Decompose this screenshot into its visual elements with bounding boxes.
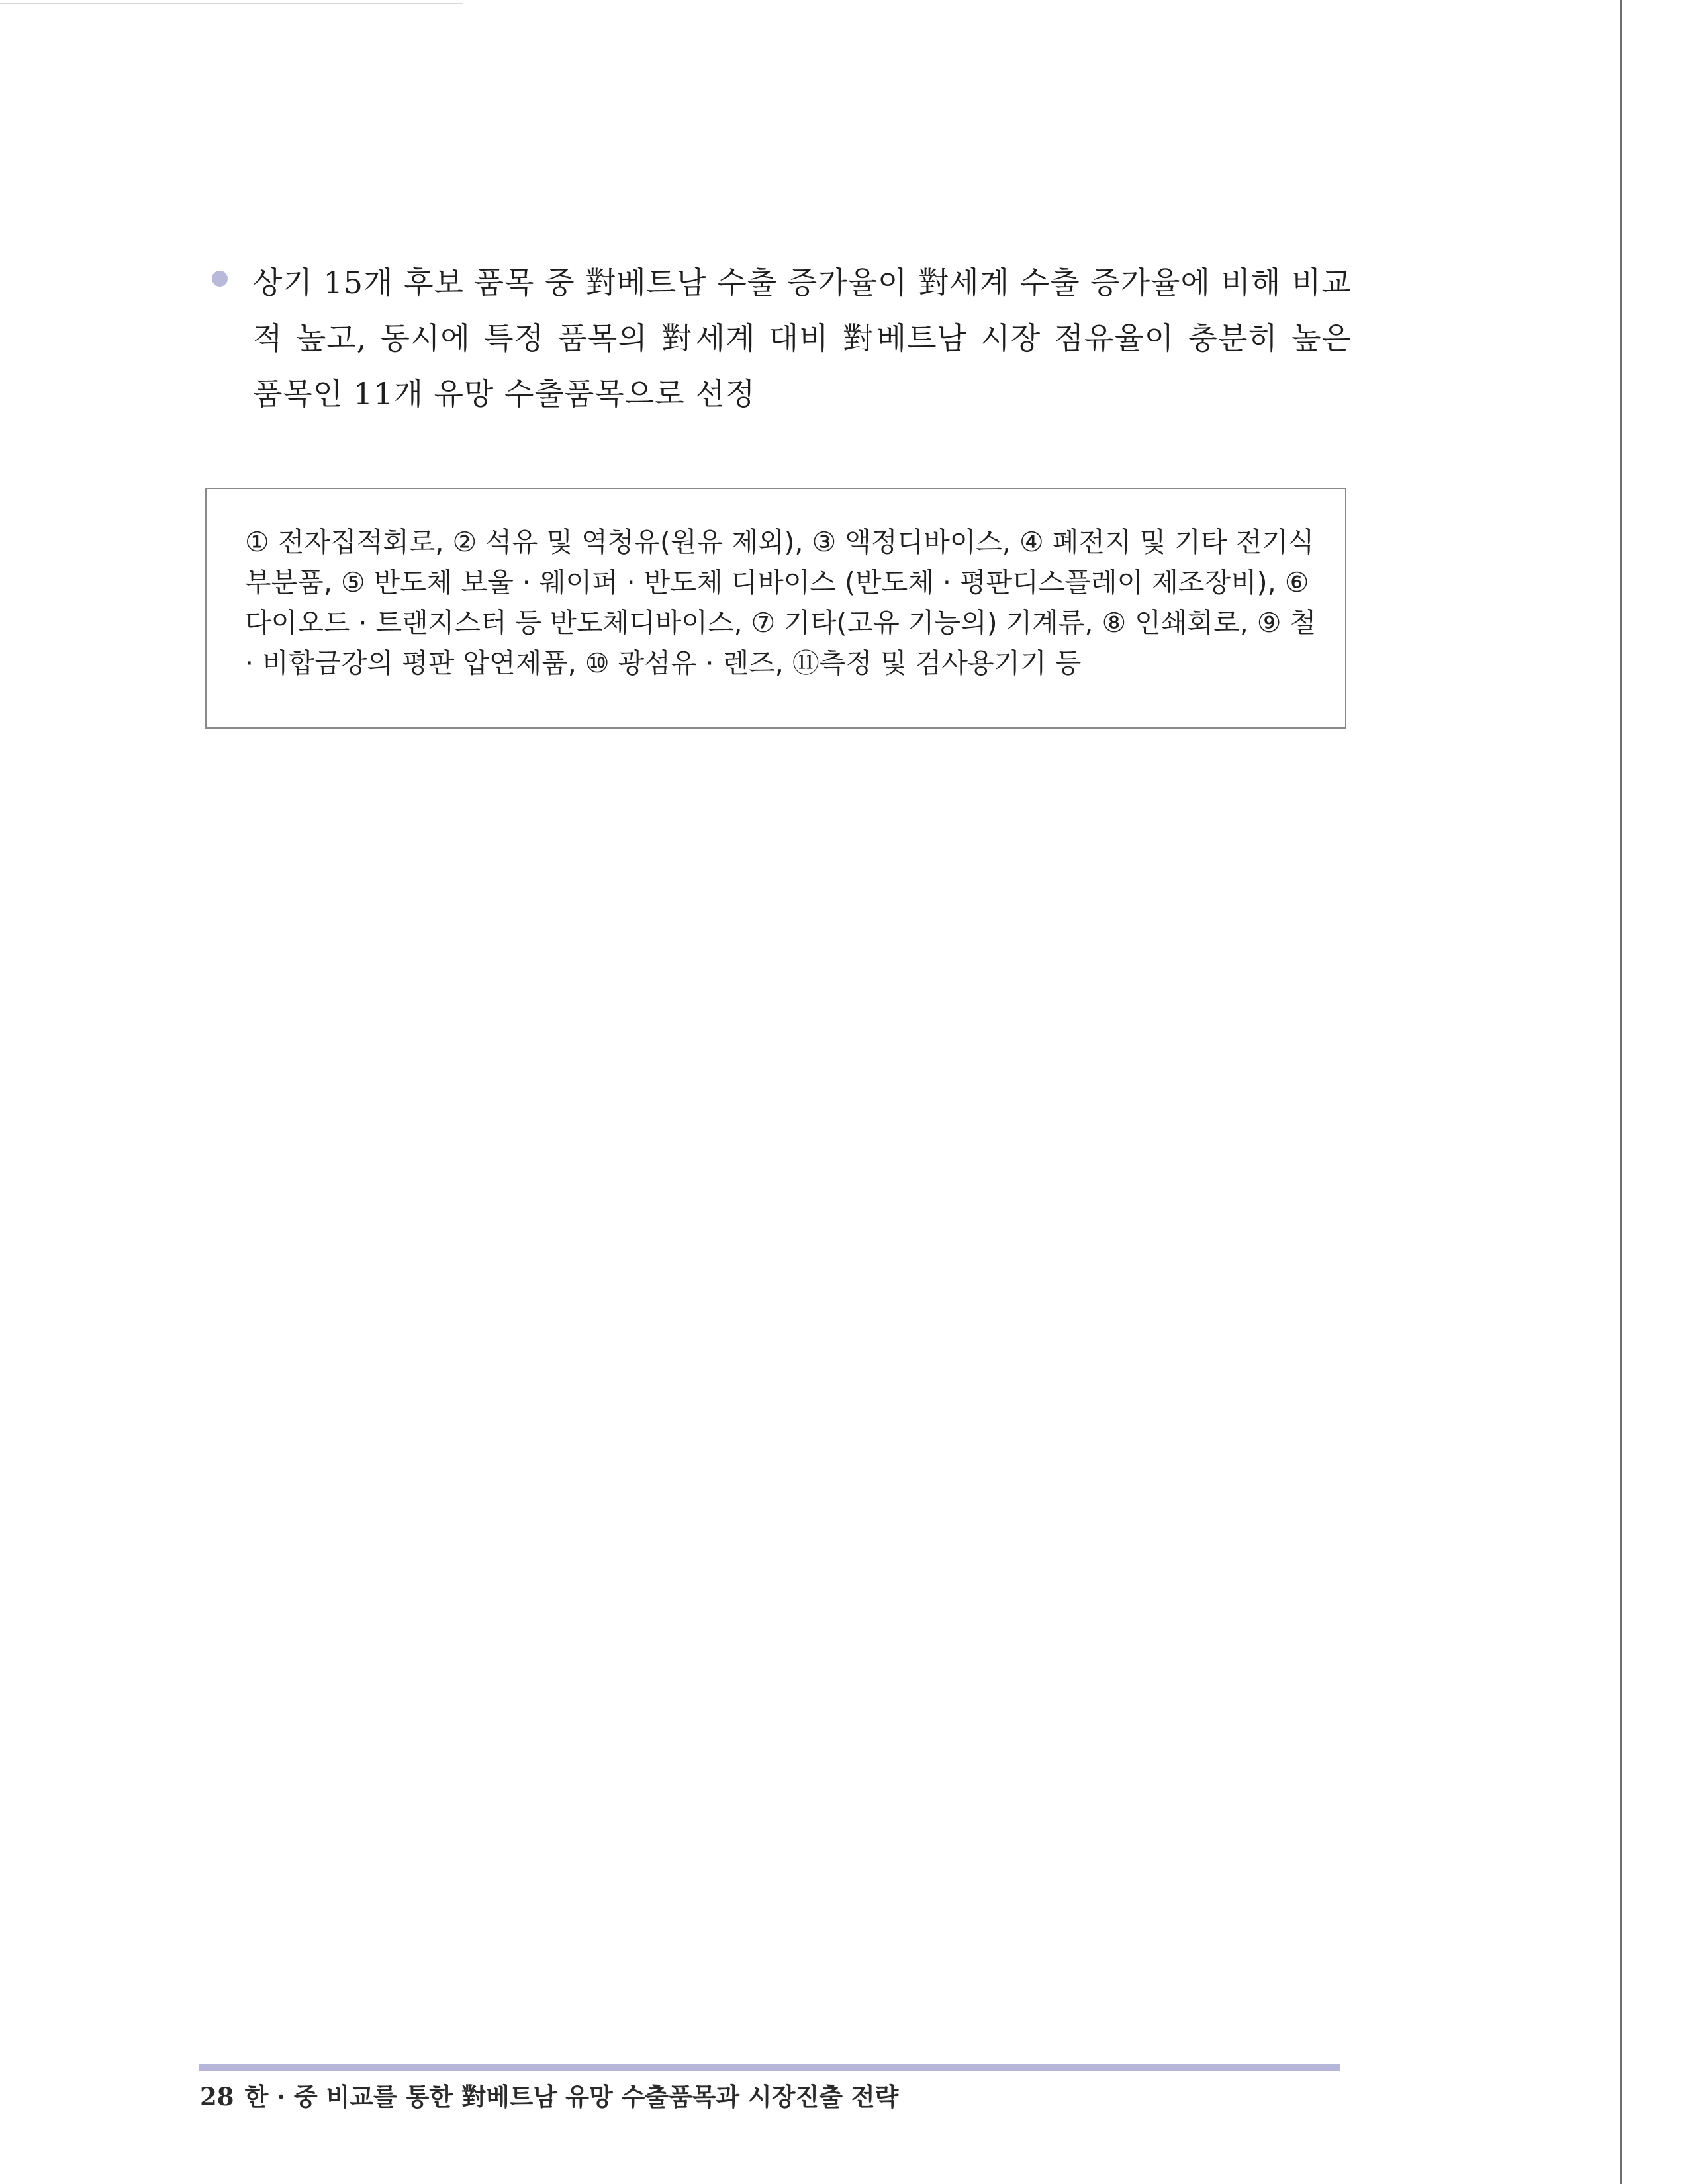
scan-artifact-top-line <box>0 3 463 4</box>
circle-bullet-icon <box>212 271 228 287</box>
page-number: 28 <box>200 2082 234 2111</box>
footer-rule <box>199 2064 1340 2071</box>
running-title: 한 · 중 비교를 통한 對베트남 유망 수출품목과 시장진출 전략 <box>244 2082 899 2111</box>
item-list-box <box>205 488 1346 729</box>
item-list-text: ① 전자집적회로, ② 석유 및 역청유(원유 제외), ③ 액정디바이스, ④ 폐전지 및 기타 전기식 부분품, ⑤ 반도체 보울 · 웨이퍼 · 반도체 디바이스 (반도체 · 평판디스플레이 제조장비), ⑥ 다이오드 · 트랜지스터 등 반도체디바이스, ⑦ 기타(고유 기능의) 기계류, ⑧ 인쇄회로, ⑨ 철 · 비합금강의 평판 압연제품, ⑩ 광섬유 · 렌즈, ⑪측정 및 검사용기기 등 <box>245 526 1317 679</box>
scan-artifact-right-edge <box>1620 0 1622 2184</box>
page-footer <box>200 2077 898 2113</box>
bullet-paragraph-text: 상기 15개 후보 품목 중 對베트남 수출 증가율이 對세계 수출 증가율에 비해 비교적 높고, 동시에 특정 품목의 對세계 대비 對베트남 시장 점유율이 충분히 높은 품목인 11개 유망 수출품목으로 선정 <box>253 265 1352 412</box>
